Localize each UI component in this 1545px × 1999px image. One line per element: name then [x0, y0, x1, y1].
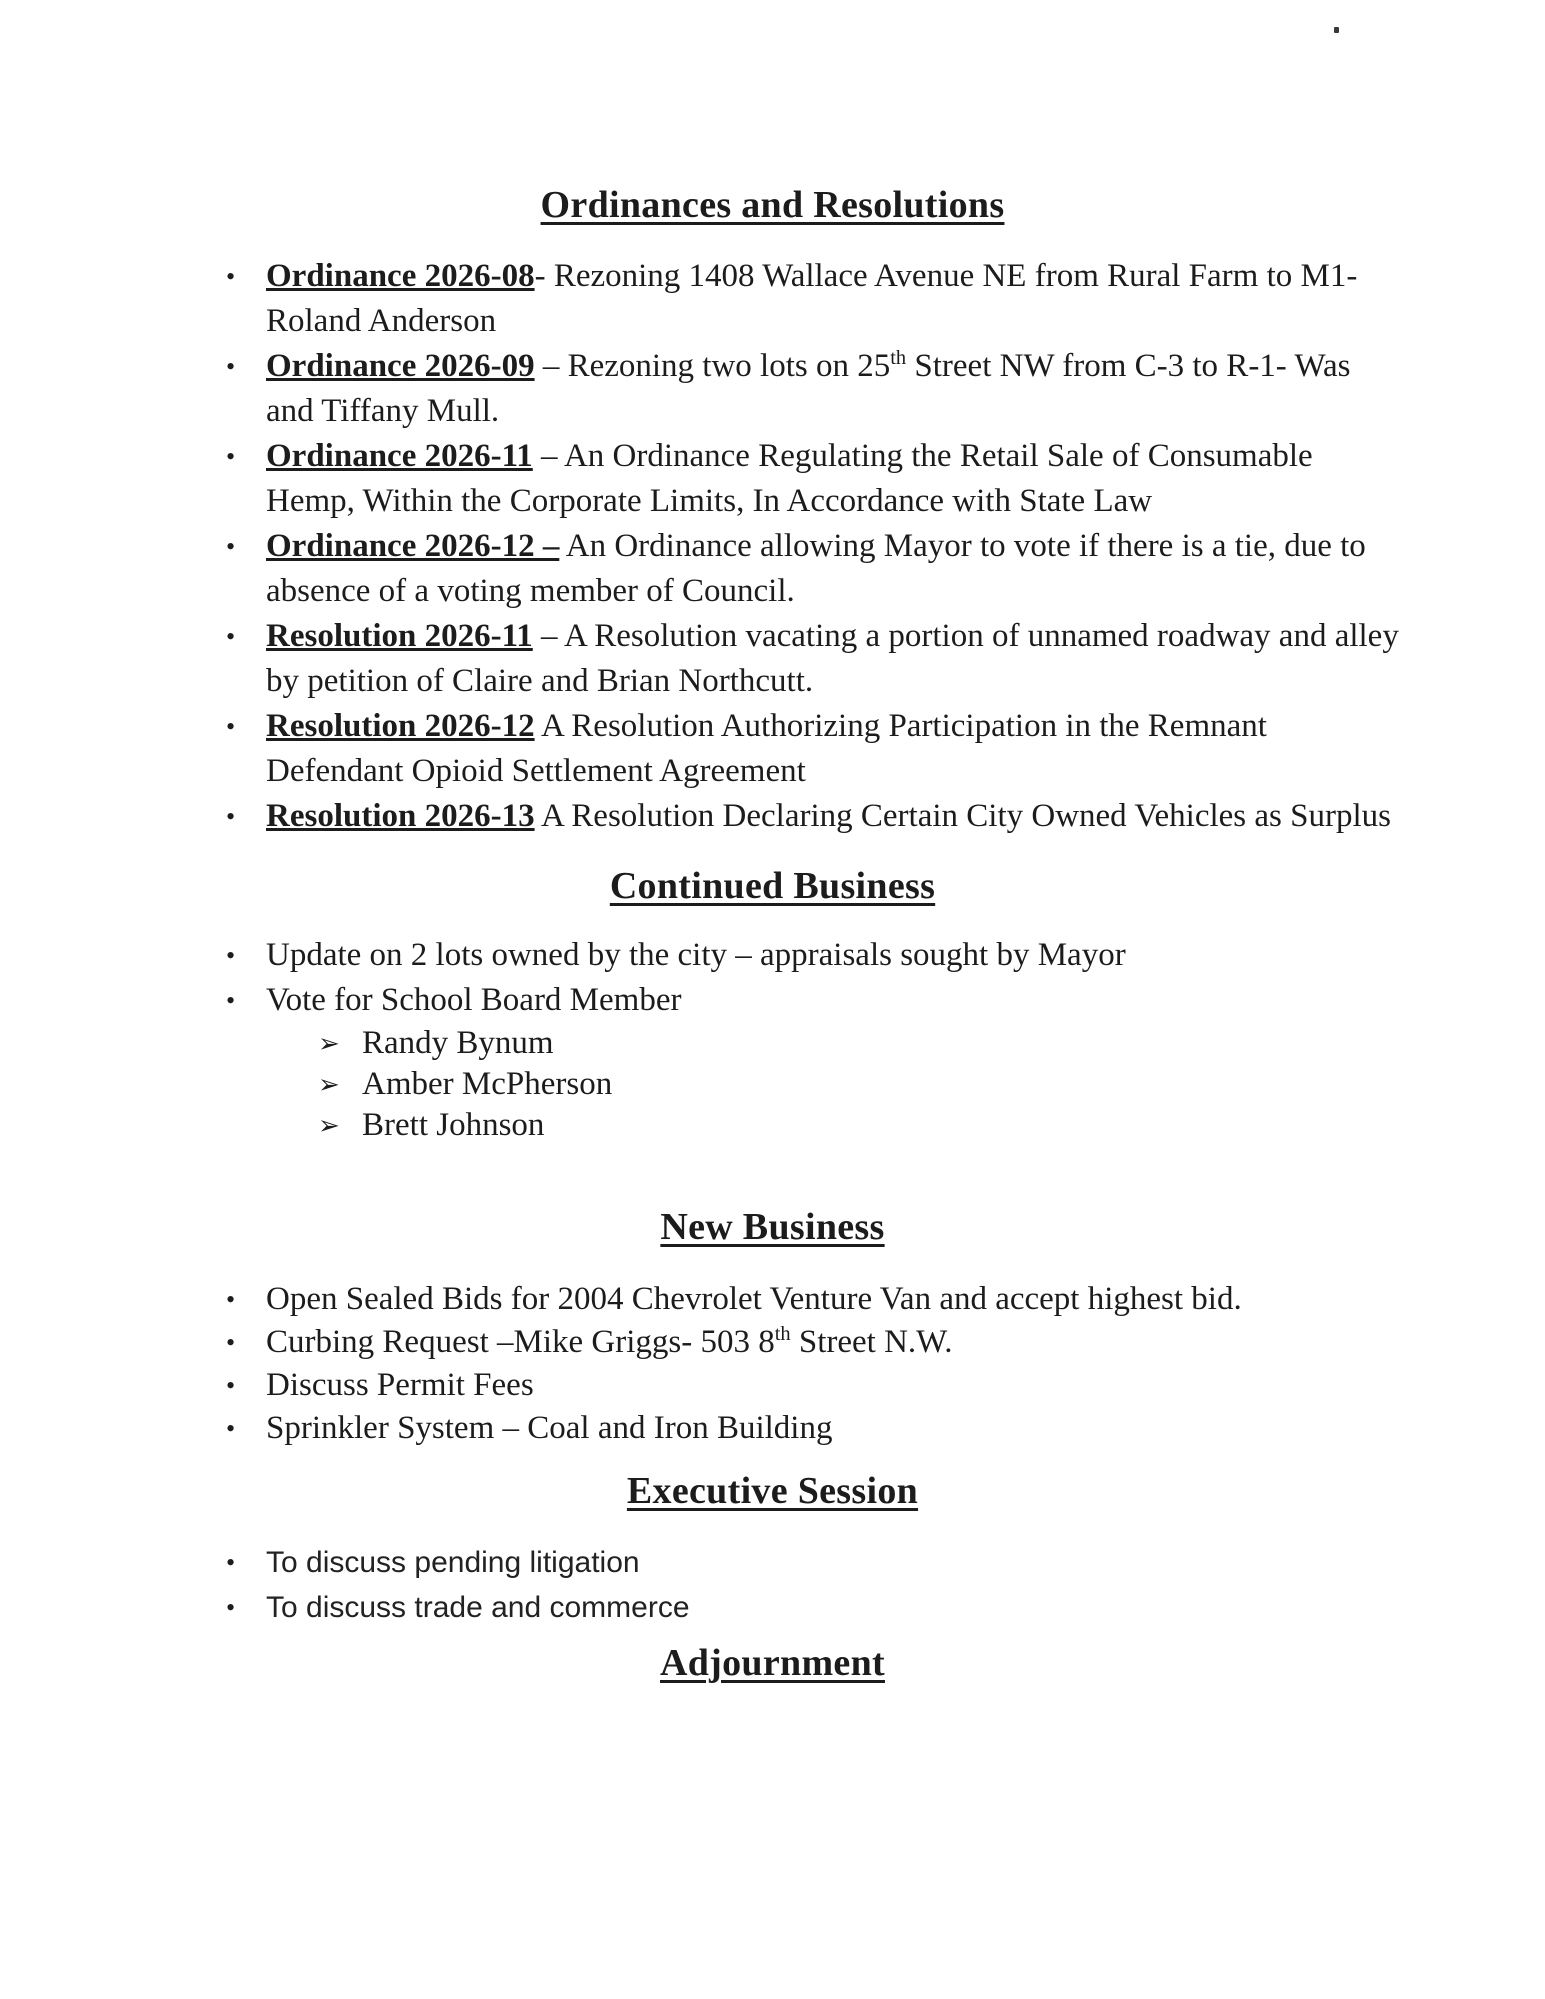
bullet-marker: •	[226, 941, 236, 970]
candidate-name: Randy Bynum	[362, 1025, 554, 1061]
bullet-marker: •	[226, 1285, 236, 1314]
ordinances-list	[226, 254, 1406, 839]
arrow-bullet-marker: ➢	[318, 1029, 340, 1059]
arrow-bullet-marker: ➢	[318, 1111, 340, 1141]
resolution-number: Resolution 2026-13	[266, 798, 535, 834]
item-text: Sprinkler System – Coal and Iron Building	[266, 1410, 833, 1446]
bullet-marker: •	[226, 442, 236, 471]
bullet-marker: •	[226, 986, 236, 1015]
arrow-bullet-marker: ➢	[318, 1070, 340, 1100]
item-text: Discuss Permit Fees	[266, 1367, 534, 1403]
bullet-marker: •	[226, 1593, 236, 1622]
executive-session-list	[226, 1540, 1406, 1630]
item-text: – A Resolution vacating a portion of unnamed roadway and alley by petition of Claire and Brian Northcutt.	[266, 618, 1399, 699]
item-text: – Rezoning two lots on 25	[534, 348, 891, 384]
bullet-marker: •	[226, 622, 236, 651]
item-text: Street NW from C-3 to R-1- Was and Tiffany Mull.	[266, 348, 1351, 429]
ordinance-number: Ordinance 2026-11	[266, 438, 533, 474]
bullet-marker: •	[226, 1548, 236, 1577]
section-title-new-business: New Business	[660, 1206, 885, 1248]
section-title-executive-session: Executive Session	[626, 1470, 919, 1512]
item-text: - Rezoning 1408 Wallace Avenue NE from Rural Farm to M1-Roland Anderson	[266, 258, 1358, 339]
agenda-item-resolution-2026-13	[226, 794, 1406, 839]
resolution-number: Resolution 2026-12	[266, 708, 535, 744]
bullet-marker: •	[226, 802, 236, 831]
agenda-item-sprinkler-system	[226, 1407, 1406, 1450]
agenda-item-trade-and-commerce	[226, 1585, 1406, 1630]
ordinance-number: Ordinance 2026-09	[266, 348, 535, 384]
section-title-ordinances-and-resolutions: Ordinances and Resolutions	[540, 184, 1005, 226]
item-text: A Resolution Authorizing Participation in the Remnant Defendant Opioid Settlement Agreement	[266, 708, 1267, 789]
agenda-item-pending-litigation	[226, 1540, 1406, 1585]
agenda-item-lots-update	[226, 933, 1406, 978]
item-text: An Ordinance allowing Mayor to vote if there is a tie, due to absence of a voting member of Council.	[266, 528, 1366, 609]
candidate-item	[318, 1064, 1122, 1105]
new-business-list	[226, 1278, 1406, 1450]
ordinance-number: Ordinance 2026-12 –	[266, 528, 560, 564]
item-text: Vote for School Board Member	[266, 982, 682, 1018]
bullet-marker: •	[226, 1414, 236, 1443]
agenda-item-resolution-2026-12	[226, 704, 1406, 794]
candidate-name: Brett Johnson	[362, 1107, 545, 1143]
item-text: To discuss pending litigation	[266, 1546, 640, 1579]
agenda-item-curbing-request	[226, 1321, 1406, 1364]
item-text: Open Sealed Bids for 2004 Chevrolet Venture Van and accept highest bid.	[266, 1281, 1242, 1317]
candidate-item	[318, 1023, 1122, 1064]
bullet-marker: •	[226, 262, 236, 291]
item-text: Curbing Request –Mike Griggs- 503 8	[266, 1324, 775, 1360]
bullet-marker: •	[226, 532, 236, 561]
agenda-item-resolution-2026-11	[226, 614, 1406, 704]
candidate-name: Amber McPherson	[362, 1066, 613, 1102]
candidate-item	[318, 1105, 1122, 1146]
ordinal-superscript: th	[774, 1323, 791, 1345]
item-text: Update on 2 lots owned by the city – appraisals sought by Mayor	[266, 937, 1126, 973]
section-title-adjournment: Adjournment	[660, 1642, 885, 1684]
section-title-continued-business: Continued Business	[609, 865, 936, 907]
bullet-marker: •	[226, 1371, 236, 1400]
school-board-candidates-list	[318, 1023, 1122, 1146]
item-text: A Resolution Declaring Certain City Owned Vehicles as Surplus	[534, 798, 1391, 834]
ordinal-superscript: th	[890, 347, 907, 369]
bullet-marker: •	[226, 712, 236, 741]
agenda-item-school-board-vote	[226, 978, 1406, 1146]
item-text: Street N.W.	[790, 1324, 953, 1360]
agenda-item-sealed-bids	[226, 1278, 1406, 1321]
bullet-marker: •	[226, 352, 236, 381]
agenda-item-permit-fees	[226, 1364, 1406, 1407]
item-text: – An Ordinance Regulating the Retail Sale of Consumable Hemp, Within the Corporate Limits, In Accordance with State Law	[266, 438, 1313, 519]
agenda-item-ordinance-2026-09	[226, 344, 1406, 434]
bullet-marker: •	[226, 1328, 236, 1357]
agenda-item-ordinance-2026-12	[226, 524, 1406, 614]
agenda-item-ordinance-2026-08	[226, 254, 1406, 344]
continued-business-list	[226, 933, 1406, 1146]
scan-artifact-dot	[1334, 27, 1339, 33]
resolution-number: Resolution 2026-11	[266, 618, 533, 654]
ordinance-number: Ordinance 2026-08	[266, 258, 535, 294]
agenda-item-ordinance-2026-11	[226, 434, 1406, 524]
item-text: To discuss trade and commerce	[266, 1591, 690, 1624]
